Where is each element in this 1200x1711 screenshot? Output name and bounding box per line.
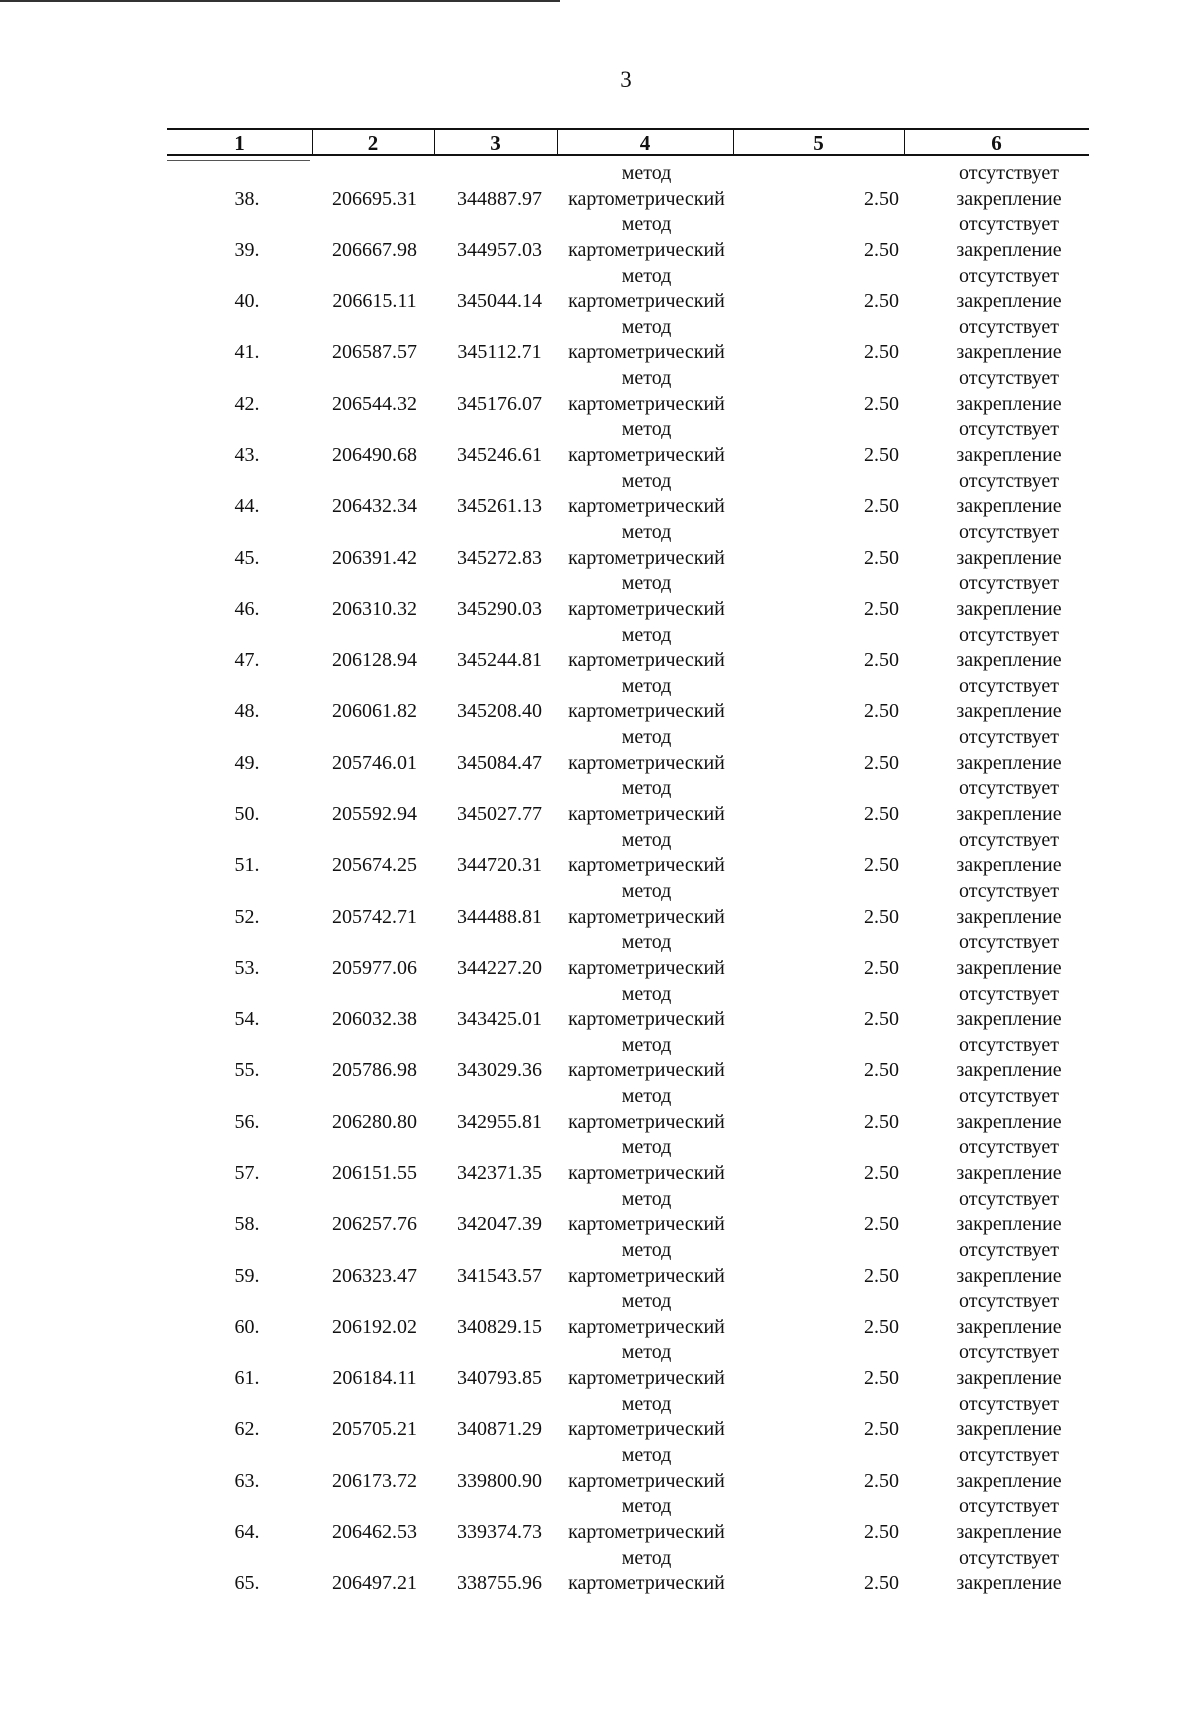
method: картометрический — [568, 803, 725, 826]
table-row-continuation — [167, 930, 1089, 956]
fixing-continuation: отсутствует — [958, 982, 1060, 1005]
accuracy: 2.50 — [864, 649, 899, 672]
coordinate-y: 343029.36 — [457, 1059, 542, 1082]
table-row-continuation — [167, 1494, 1089, 1520]
fixing: закрепление — [956, 700, 1062, 723]
fixing: закрепление — [956, 854, 1062, 877]
fixing: закрепление — [956, 1264, 1062, 1287]
method-continuation: метод — [621, 1136, 672, 1159]
table-body — [167, 161, 1089, 1597]
method: картометрический — [568, 700, 725, 723]
coordinate-y: 340793.85 — [457, 1367, 542, 1390]
accuracy: 2.50 — [864, 1008, 899, 1031]
point-number: 52. — [234, 905, 260, 928]
table-row-continuation — [167, 315, 1089, 341]
table-row — [167, 699, 1089, 725]
coordinate-x: 206151.55 — [332, 1161, 417, 1184]
fixing: закрепление — [956, 187, 1062, 210]
table-row-continuation — [167, 1033, 1089, 1059]
fixing: закрепление — [956, 1572, 1062, 1595]
table-row — [167, 1058, 1089, 1084]
coordinate-y: 345176.07 — [457, 392, 542, 415]
method: картометрический — [568, 495, 725, 518]
coordinate-x: 206128.94 — [332, 649, 417, 672]
coordinate-x: 206667.98 — [332, 238, 417, 261]
point-number: 45. — [234, 546, 260, 569]
fixing-continuation: отсутствует — [958, 1444, 1060, 1467]
fixing-continuation: отсутствует — [958, 1187, 1060, 1210]
accuracy: 2.50 — [864, 751, 899, 774]
fixing-continuation: отсутствует — [958, 1136, 1060, 1159]
accuracy: 2.50 — [864, 905, 899, 928]
point-number: 58. — [234, 1213, 260, 1236]
coordinate-x: 205786.98 — [332, 1059, 417, 1082]
coordinate-x: 206391.42 — [332, 546, 417, 569]
method: картометрический — [568, 392, 725, 415]
fixing-continuation: отсутствует — [958, 572, 1060, 595]
method: картометрический — [568, 1161, 725, 1184]
coordinate-y: 340871.29 — [457, 1418, 542, 1441]
method-continuation: метод — [621, 213, 672, 236]
method: картометрический — [568, 341, 725, 364]
table-row — [167, 1571, 1089, 1597]
accuracy: 2.50 — [864, 1367, 899, 1390]
point-number: 41. — [234, 341, 260, 364]
coordinate-x: 205977.06 — [332, 956, 417, 979]
method: картометрический — [568, 649, 725, 672]
fixing: закрепление — [956, 495, 1062, 518]
header-col-3: 3 — [490, 131, 501, 155]
fixing-continuation: отсутствует — [958, 777, 1060, 800]
method-continuation: метод — [621, 264, 672, 287]
table-row — [167, 1264, 1089, 1290]
point-number: 61. — [234, 1367, 260, 1390]
method: картометрический — [568, 751, 725, 774]
table-row-continuation — [167, 1289, 1089, 1315]
table-row-continuation — [167, 1392, 1089, 1418]
accuracy: 2.50 — [864, 1213, 899, 1236]
coordinate-x: 205592.94 — [332, 803, 417, 826]
point-number: 65. — [234, 1572, 260, 1595]
method-continuation: метод — [621, 1546, 672, 1569]
table-row — [167, 187, 1089, 213]
method: картометрический — [568, 444, 725, 467]
coordinate-y: 344720.31 — [457, 854, 542, 877]
method: картометрический — [568, 1367, 725, 1390]
point-number: 40. — [234, 290, 260, 313]
accuracy: 2.50 — [864, 1572, 899, 1595]
method: картометрический — [568, 956, 725, 979]
method-continuation: метод — [621, 520, 672, 543]
method-continuation: метод — [621, 162, 672, 184]
method-continuation: метод — [621, 879, 672, 902]
point-number: 44. — [234, 495, 260, 518]
method-continuation: метод — [621, 828, 672, 851]
point-number: 38. — [234, 187, 260, 210]
fixing: закрепление — [956, 1008, 1062, 1031]
method: картометрический — [568, 854, 725, 877]
point-number: 46. — [234, 597, 260, 620]
coordinate-x: 206280.80 — [332, 1110, 417, 1133]
table-row — [167, 1366, 1089, 1392]
coordinate-x: 206323.47 — [332, 1264, 417, 1287]
method-continuation: метод — [621, 1085, 672, 1108]
table-lead-in-line — [167, 161, 1089, 187]
coordinate-y: 345261.13 — [457, 495, 542, 518]
fixing: закрепление — [956, 392, 1062, 415]
fixing: закрепление — [956, 803, 1062, 826]
accuracy: 2.50 — [864, 495, 899, 518]
method: картометрический — [568, 1213, 725, 1236]
point-number: 43. — [234, 444, 260, 467]
accuracy: 2.50 — [864, 1469, 899, 1492]
coordinate-x: 206462.53 — [332, 1520, 417, 1543]
method-continuation: метод — [621, 777, 672, 800]
point-number: 53. — [234, 956, 260, 979]
table-row — [167, 853, 1089, 879]
table-row — [167, 494, 1089, 520]
table-row — [167, 648, 1089, 674]
method-continuation: метод — [621, 726, 672, 749]
table-row-continuation — [167, 879, 1089, 905]
point-number: 55. — [234, 1059, 260, 1082]
coordinate-x: 205705.21 — [332, 1418, 417, 1441]
coordinate-x: 206257.76 — [332, 1213, 417, 1236]
coordinate-x: 206490.68 — [332, 444, 417, 467]
table-row — [167, 443, 1089, 469]
fixing: закрепление — [956, 905, 1062, 928]
table-row-continuation — [167, 1340, 1089, 1366]
header-col-1: 1 — [234, 131, 245, 155]
fixing-continuation: отсутствует — [958, 520, 1060, 543]
fixing: закрепление — [956, 1520, 1062, 1543]
coordinate-x: 206184.11 — [332, 1367, 417, 1390]
accuracy: 2.50 — [864, 597, 899, 620]
coordinate-y: 345208.40 — [457, 700, 542, 723]
point-number: 50. — [234, 803, 260, 826]
fixing: закрепление — [956, 1110, 1062, 1133]
accuracy: 2.50 — [864, 1264, 899, 1287]
method: картометрический — [568, 290, 725, 313]
accuracy: 2.50 — [864, 1110, 899, 1133]
coordinate-x: 206192.02 — [332, 1315, 417, 1338]
method-continuation: метод — [621, 1392, 672, 1415]
coordinate-y: 345272.83 — [457, 546, 542, 569]
fixing: закрепление — [956, 238, 1062, 261]
coordinate-x: 206497.21 — [332, 1572, 417, 1595]
coordinate-y: 345084.47 — [457, 751, 542, 774]
fixing-continuation: отсутствует — [958, 1238, 1060, 1261]
method: картометрический — [568, 1572, 725, 1595]
coordinate-x: 205746.01 — [332, 751, 417, 774]
fixing: закрепление — [956, 597, 1062, 620]
coordinate-y: 338755.96 — [457, 1572, 542, 1595]
coordinate-x: 206432.34 — [332, 495, 417, 518]
table-row-continuation — [167, 1546, 1089, 1572]
table-row — [167, 1520, 1089, 1546]
table-row-continuation — [167, 520, 1089, 546]
accuracy: 2.50 — [864, 1418, 899, 1441]
method: картометрический — [568, 1315, 725, 1338]
table-row — [167, 238, 1089, 264]
fixing-continuation: отсутствует — [958, 418, 1060, 441]
accuracy: 2.50 — [864, 290, 899, 313]
header-col-4: 4 — [639, 131, 651, 155]
accuracy: 2.50 — [864, 1315, 899, 1338]
table-row-continuation — [167, 571, 1089, 597]
coordinate-x: 206061.82 — [332, 700, 417, 723]
accuracy: 2.50 — [864, 700, 899, 723]
method-continuation: метод — [621, 315, 672, 338]
method-continuation: метод — [621, 1444, 672, 1467]
coordinate-x: 206695.31 — [332, 187, 417, 210]
table-row — [167, 1007, 1089, 1033]
method: картометрический — [568, 238, 725, 261]
coordinate-y: 344488.81 — [457, 905, 542, 928]
method-continuation: метод — [621, 623, 672, 646]
method-continuation: метод — [621, 982, 672, 1005]
table-row — [167, 597, 1089, 623]
coordinate-y: 345290.03 — [457, 597, 542, 620]
method: картометрический — [568, 546, 725, 569]
fixing: закрепление — [956, 1059, 1062, 1082]
method: картометрический — [568, 1418, 725, 1441]
coordinate-y: 345027.77 — [457, 803, 542, 826]
header-col-5: 5 — [813, 131, 824, 155]
method: картометрический — [568, 1059, 725, 1082]
coordinate-x: 206544.32 — [332, 392, 417, 415]
table-row-continuation — [167, 623, 1089, 649]
table-row — [167, 546, 1089, 572]
accuracy: 2.50 — [864, 392, 899, 415]
coordinate-y: 342955.81 — [457, 1110, 542, 1133]
coordinate-x: 206615.11 — [332, 290, 417, 313]
fixing-continuation: отсутствует — [958, 315, 1060, 338]
table-row — [167, 1212, 1089, 1238]
coordinate-y: 344227.20 — [457, 956, 542, 979]
coordinate-x: 206032.38 — [332, 1008, 417, 1031]
point-number: 62. — [234, 1418, 260, 1441]
coordinate-y: 345112.71 — [457, 341, 542, 364]
fixing-continuation: отсутствует — [958, 213, 1060, 236]
accuracy: 2.50 — [864, 238, 899, 261]
coordinate-y: 345246.61 — [457, 444, 542, 467]
method: картометрический — [568, 187, 725, 210]
table-row-continuation — [167, 264, 1089, 290]
fixing: закрепление — [956, 1418, 1062, 1441]
point-number: 48. — [234, 700, 260, 723]
table-row-continuation — [167, 776, 1089, 802]
accuracy: 2.50 — [864, 1059, 899, 1082]
header-col-2: 2 — [367, 131, 379, 155]
fixing-continuation: отсутствует — [958, 162, 1060, 184]
fixing: закрепление — [956, 1315, 1062, 1338]
accuracy: 2.50 — [864, 956, 899, 979]
table-row — [167, 956, 1089, 982]
table-row-continuation — [167, 1135, 1089, 1161]
method-continuation: метод — [621, 469, 672, 492]
fixing-continuation: отсутствует — [958, 1546, 1060, 1569]
point-number: 57. — [234, 1161, 260, 1184]
coordinate-y: 344957.03 — [457, 238, 542, 261]
method: картометрический — [568, 597, 725, 620]
method-continuation: метод — [621, 1341, 672, 1364]
fixing-continuation: отсутствует — [958, 367, 1060, 390]
table-row-continuation — [167, 366, 1089, 392]
table-row — [167, 1315, 1089, 1341]
point-number: 47. — [234, 649, 260, 672]
fixing: закрепление — [956, 546, 1062, 569]
fixing: закрепление — [956, 341, 1062, 364]
table-row-continuation — [167, 828, 1089, 854]
coordinate-y: 344887.97 — [457, 187, 542, 210]
coordinate-y: 339374.73 — [457, 1520, 542, 1543]
coordinate-y: 341543.57 — [457, 1264, 542, 1287]
accuracy: 2.50 — [864, 444, 899, 467]
fixing: закрепление — [956, 649, 1062, 672]
method-continuation: метод — [621, 1187, 672, 1210]
fixing: закрепление — [956, 1213, 1062, 1236]
method: картометрический — [568, 1520, 725, 1543]
table-row-continuation — [167, 1238, 1089, 1264]
header-col-6: 6 — [991, 131, 1002, 155]
point-number: 54. — [234, 1008, 260, 1031]
accuracy: 2.50 — [864, 1520, 899, 1543]
coordinate-y: 345244.81 — [457, 649, 542, 672]
fixing-continuation: отсутствует — [958, 674, 1060, 697]
table-row-continuation — [167, 674, 1089, 700]
page-number: 3 — [620, 67, 632, 92]
method-continuation: метод — [621, 572, 672, 595]
method: картометрический — [568, 1008, 725, 1031]
method-continuation: метод — [621, 1238, 672, 1261]
point-number: 56. — [234, 1110, 260, 1133]
page-top-edge — [0, 0, 560, 2]
table-row — [167, 802, 1089, 828]
fixing-continuation: отсутствует — [958, 1033, 1060, 1056]
method-continuation: метод — [621, 1033, 672, 1056]
method-continuation: метод — [621, 367, 672, 390]
fixing-continuation: отсутствует — [958, 623, 1060, 646]
accuracy: 2.50 — [864, 803, 899, 826]
method: картометрический — [568, 1264, 725, 1287]
fixing: закрепление — [956, 1469, 1062, 1492]
accuracy: 2.50 — [864, 854, 899, 877]
coordinate-y: 342047.39 — [457, 1213, 542, 1236]
table-row — [167, 392, 1089, 418]
fixing: закрепление — [956, 1161, 1062, 1184]
fixing-continuation: отсутствует — [958, 828, 1060, 851]
method-continuation: метод — [621, 674, 672, 697]
method-continuation: метод — [621, 931, 672, 954]
point-number: 42. — [234, 392, 260, 415]
accuracy: 2.50 — [864, 1161, 899, 1184]
coordinate-x: 205674.25 — [332, 854, 417, 877]
point-number: 39. — [234, 238, 260, 261]
table-row — [167, 340, 1089, 366]
coordinate-y: 343425.01 — [457, 1008, 542, 1031]
table-row — [167, 905, 1089, 931]
table-row-continuation — [167, 417, 1089, 443]
point-number: 49. — [234, 751, 260, 774]
coordinate-x: 206310.32 — [332, 597, 417, 620]
method-continuation: метод — [621, 418, 672, 441]
coordinate-y: 339800.90 — [457, 1469, 542, 1492]
fixing-continuation: отсутствует — [958, 1085, 1060, 1108]
fixing: закрепление — [956, 1367, 1062, 1390]
fixing-continuation: отсутствует — [958, 1495, 1060, 1518]
point-number: 59. — [234, 1264, 260, 1287]
method-continuation: метод — [621, 1495, 672, 1518]
point-number: 63. — [234, 1469, 260, 1492]
coordinate-x: 205742.71 — [332, 905, 417, 928]
accuracy: 2.50 — [864, 546, 899, 569]
method: картометрический — [568, 905, 725, 928]
table-row — [167, 1110, 1089, 1136]
table-row — [167, 1417, 1089, 1443]
table-row-continuation — [167, 1443, 1089, 1469]
table-header — [167, 128, 1089, 156]
table-row — [167, 751, 1089, 777]
coordinate-y: 340829.15 — [457, 1315, 542, 1338]
table-row-continuation — [167, 725, 1089, 751]
fixing-continuation: отсутствует — [958, 1392, 1060, 1415]
fixing: закрепление — [956, 751, 1062, 774]
table-row — [167, 1161, 1089, 1187]
coordinate-y: 345044.14 — [457, 290, 542, 313]
fixing-continuation: отсутствует — [958, 1290, 1060, 1313]
fixing: закрепление — [956, 290, 1062, 313]
table-row-continuation — [167, 1187, 1089, 1213]
fixing-continuation: отсутствует — [958, 726, 1060, 749]
table-row — [167, 1469, 1089, 1495]
fixing-continuation: отсутствует — [958, 931, 1060, 954]
table-row-continuation — [167, 1084, 1089, 1110]
coordinate-x: 206173.72 — [332, 1469, 417, 1492]
coordinate-y: 342371.35 — [457, 1161, 542, 1184]
table-row-continuation — [167, 982, 1089, 1008]
fixing-continuation: отсутствует — [958, 469, 1060, 492]
fixing: закрепление — [956, 956, 1062, 979]
table-row-continuation — [167, 469, 1089, 495]
point-number: 64. — [234, 1520, 260, 1543]
table-row — [167, 289, 1089, 315]
fixing-continuation: отсутствует — [958, 264, 1060, 287]
accuracy: 2.50 — [864, 187, 899, 210]
fixing-continuation: отсутствует — [958, 879, 1060, 902]
method: картометрический — [568, 1110, 725, 1133]
fixing: закрепление — [956, 444, 1062, 467]
fixing-continuation: отсутствует — [958, 1341, 1060, 1364]
point-number: 60. — [234, 1315, 260, 1338]
point-number: 51. — [234, 854, 260, 877]
coordinate-x: 206587.57 — [332, 341, 417, 364]
table-row-continuation — [167, 212, 1089, 238]
method-continuation: метод — [621, 1290, 672, 1313]
accuracy: 2.50 — [864, 341, 899, 364]
method: картометрический — [568, 1469, 725, 1492]
